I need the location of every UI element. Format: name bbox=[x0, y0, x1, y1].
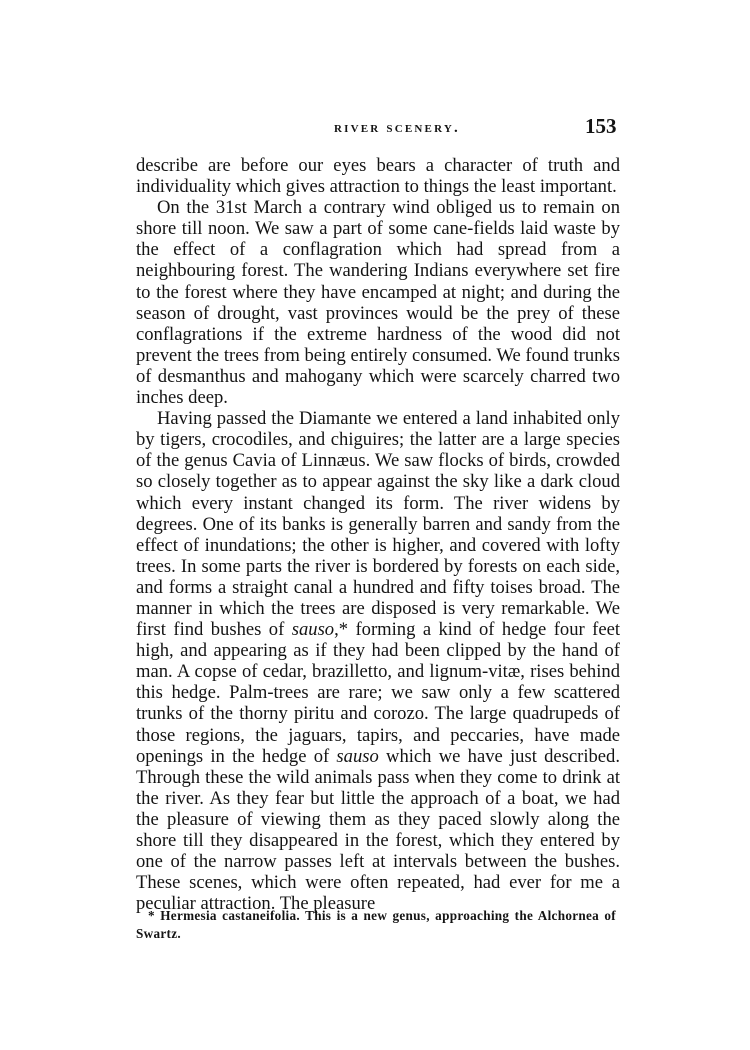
body-text bbox=[136, 155, 620, 914]
paragraph-3 bbox=[136, 408, 620, 914]
paragraph-3-part-3: which we have just described. Through these the wild animals pass when they come to drink at the river. As they fear but little the approach of a boat, we had the pleasure of viewing them as they paced slowly along the shore till they disappeared in the forest, which they entered by one of the narrow passes left at intervals between the bushes. These scenes, which were often repeated, had ever for me a peculiar attraction. The pleasure bbox=[136, 745, 620, 915]
paragraph-1: describe are before our eyes bears a character of truth and individuality which gives attraction to things the least important. bbox=[136, 155, 620, 198]
page-number: 153 bbox=[585, 114, 617, 138]
paragraph-3-part-1: Having passed the Diamante we entered a land inhabited only by tigers, crocodiles, and chiguires; the latter are a large species of the genus Cavia of Linnæus. We saw flocks of birds, crowded so closely together as to appear against the sky like a dark cloud which every instant changed its form. The river widens by degrees. One of its banks is generally barren and sandy from the effect of inundations; the other is higher, and covered with lofty trees. In some parts the river is bordered by forests on each side, and forms a straight canal a hundred and fifty toises broad. The manner in which the trees are disposed is very remarkable. We first find bushes of bbox=[136, 408, 620, 641]
paragraph-3-part-2: ,* forming a kind of hedge four feet high, and appearing as if they had been clipped by the hand of man. A copse of cedar, brazilletto, and lignum-vitæ, rises behind this hedge. Palm-trees are rare; we saw only a few scattered trunks of the thorny piritu and corozo. The large quadrupeds of those regions, the jaguars, tapirs, and peccaries, have made openings in the hedge of bbox=[136, 619, 620, 767]
footnote-text: * Hermesia castaneifolia. This is a new genus, approaching the Alchornea of Swartz. bbox=[136, 908, 616, 941]
sauso-term: sauso bbox=[336, 745, 379, 767]
paragraph-2: On the 31st March a contrary wind obliged us to remain on shore till noon. We saw a part of some cane-fields laid waste by the effect of a conflagration which had spread from a neighbouring forest. The wandering Indians everywhere set fire to the forest where they have encamped at night; and during the season of drought, vast provinces would be the prey of these conflagrations if the extreme hardness of the wood did not prevent the trees from being entirely consumed. We found trunks of desmanthus and mahogany which were scarcely charred two inches deep. bbox=[136, 197, 620, 409]
running-head bbox=[0, 114, 750, 144]
running-title: river scenery. bbox=[334, 120, 460, 136]
footnote bbox=[136, 907, 616, 943]
sauso-term: sauso bbox=[291, 619, 335, 641]
